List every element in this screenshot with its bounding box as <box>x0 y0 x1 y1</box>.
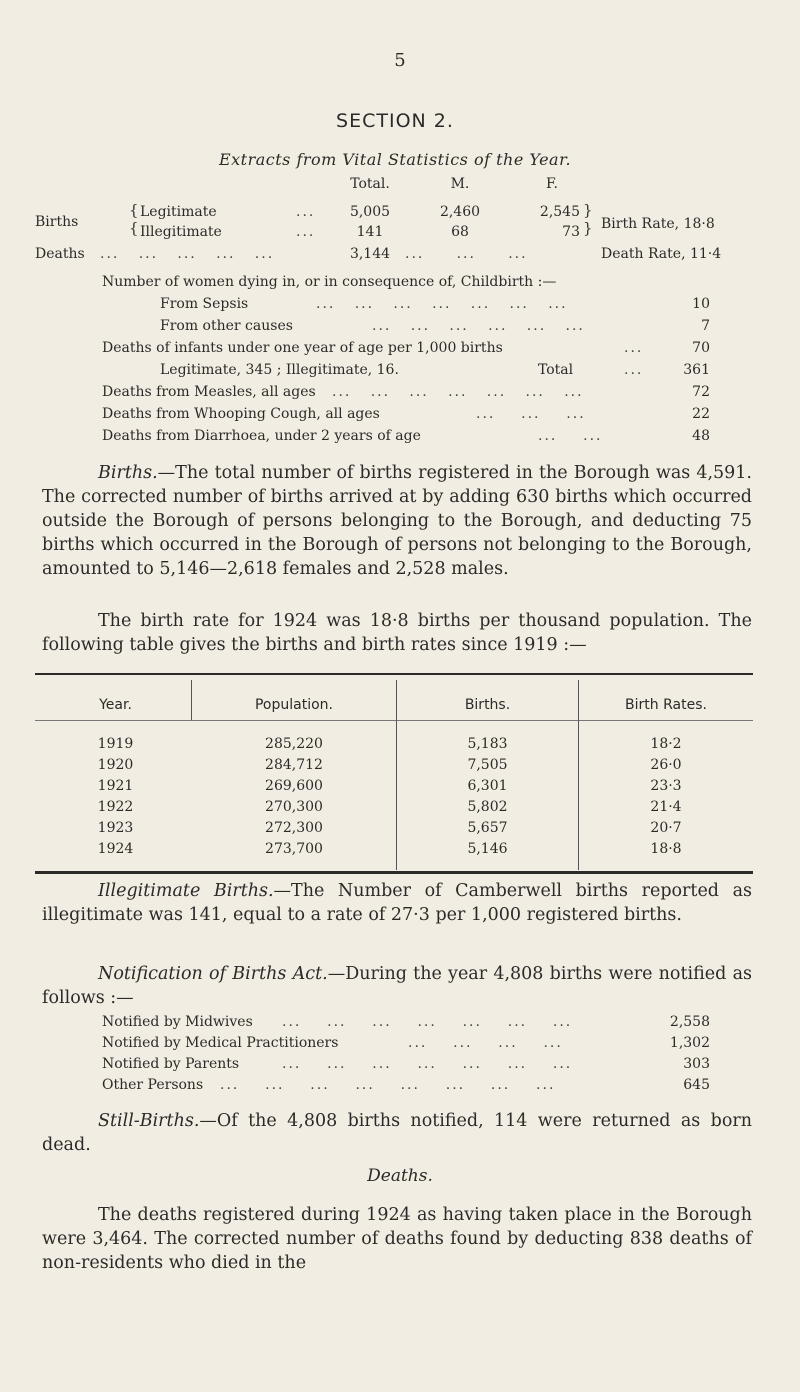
legitimate-label: Legitimate <box>140 204 217 220</box>
cell-birth-rate: 21·4 <box>650 799 682 815</box>
births-text: —The total number of births registered in the Borough was 4,591. The corrected number of births arrived at by adding 630 births which occurred outside the Borough of persons belonging to the Borough, and deducting 75 births which occurred in the Borough of persons not belonging to the Borough, amounted to 5,146—2,618 females and 2,528 males. <box>42 463 752 579</box>
cell-birth-rate: 23·3 <box>650 778 682 794</box>
deaths-heading: Deaths. <box>367 1166 433 1186</box>
illegitimate-paragraph <box>42 879 752 927</box>
right-brace-lower: } <box>583 219 593 237</box>
deaths-total: 3,144 <box>349 246 391 262</box>
list-item-label: Deaths from Whooping Cough, all ages <box>102 406 380 422</box>
cell-population: 272,300 <box>265 820 323 836</box>
notified-label: Other Persons <box>102 1077 204 1093</box>
cell-year: 1921 <box>97 778 134 794</box>
still-births-lead: Still-Births. <box>98 1111 200 1131</box>
right-brace: } <box>583 201 593 219</box>
cell-births: 7,505 <box>467 757 508 773</box>
total-label: Total <box>538 362 574 378</box>
table-bottom-rule <box>35 871 753 874</box>
cell-birth-rate: 26·0 <box>650 757 682 773</box>
dot-leader: ... <box>296 204 316 220</box>
illegitimate-f: 73 <box>562 224 580 240</box>
cell-population: 270,300 <box>265 799 323 815</box>
deaths-label: Deaths <box>35 246 85 262</box>
legitimate-m: 2,460 <box>439 204 481 220</box>
cell-birth-rate: 20·7 <box>650 820 682 836</box>
notified-label: Notified by Midwives <box>102 1014 253 1030</box>
cell-population: 284,712 <box>265 757 323 773</box>
list-item-value: 10 <box>692 296 710 312</box>
cell-births: 5,183 <box>467 736 508 752</box>
list-item-label: Deaths from Diarrhoea, under 2 years of age <box>102 428 421 444</box>
notified-label: Notified by Medical Practitioners <box>102 1035 339 1051</box>
notified-value: 2,558 <box>669 1014 710 1030</box>
cell-year: 1924 <box>97 841 134 857</box>
births-label: Births <box>35 214 79 230</box>
page-number: 5 <box>394 50 406 71</box>
list-item-label: Deaths from Measles, all ages <box>102 384 316 400</box>
list-item-value: 70 <box>692 340 710 356</box>
legitimate-f: 2,545 <box>539 204 580 220</box>
cell-year: 1919 <box>97 736 134 752</box>
notification-text: —During the year 4,808 births were notified as follows :— <box>42 964 752 1008</box>
list-item-value: 48 <box>692 428 710 444</box>
notified-value: 645 <box>683 1077 710 1093</box>
births-paragraph <box>42 461 752 581</box>
notified-label: Notified by Parents <box>102 1056 240 1072</box>
table-top-rule <box>35 673 753 675</box>
cell-year: 1922 <box>97 799 134 815</box>
dot-leader: ... <box>296 224 316 240</box>
cell-births: 5,657 <box>467 820 508 836</box>
illegitimate-text: —The Number of Camberwell births reported as illegitimate was 141, equal to a rate of 27·3 per 1,000 registered births. <box>42 881 752 925</box>
birth-rate-paragraph: The birth rate for 1924 was 18·8 births per thousand population. The following table gives the births and birth rates since 1919 :— <box>42 611 752 655</box>
illegitimate-total: 141 <box>356 224 384 240</box>
dot-leader: ... ... ... ... ... ... <box>372 318 585 334</box>
notification-lead: Notification of Births Act. <box>98 964 328 984</box>
dot-leader: ... <box>624 362 644 378</box>
death-rate: Death Rate, 11·4 <box>601 246 722 262</box>
cell-births: 6,301 <box>467 778 508 794</box>
illegitimate-m: 68 <box>451 224 469 240</box>
childbirth-heading: Number of women dying in, or in consequence of, Childbirth :— <box>102 274 557 290</box>
illegitimate-label: Illegitimate <box>140 224 222 240</box>
list-item-label: Deaths of infants under one year of age per 1,000 births <box>102 340 503 356</box>
cell-population: 285,220 <box>265 736 323 752</box>
still-births-paragraph <box>42 1109 752 1157</box>
list-item-value: 361 <box>683 362 710 378</box>
cell-population: 273,700 <box>265 841 323 857</box>
list-item-value: 22 <box>692 406 710 422</box>
dot-leader: ... ... <box>538 428 603 444</box>
dot-leader: ... ... ... <box>405 246 528 262</box>
notified-value: 1,302 <box>669 1035 710 1051</box>
birth-rate: Birth Rate, 18·8 <box>601 216 715 232</box>
list-item-label: Legitimate, 345 ; Illegitimate, 16. <box>160 362 399 378</box>
list-item-value: 72 <box>692 384 710 400</box>
cell-year: 1923 <box>97 820 134 836</box>
legitimate-total: 5,005 <box>349 204 391 220</box>
dot-leader: ... <box>624 340 644 356</box>
dot-leader: ... ... ... ... ... ... ... <box>282 1014 573 1030</box>
illegitimate-lead: Illegitimate Births. <box>98 881 274 901</box>
cell-births: 5,146 <box>467 841 508 857</box>
cell-year: 1920 <box>97 757 134 773</box>
table-header-rule <box>35 720 753 721</box>
dot-leader: ... ... ... <box>476 406 586 422</box>
list-item-label: From other causes <box>160 318 293 334</box>
col-f-header: F. <box>546 176 558 192</box>
dot-leader: ... ... ... ... ... <box>100 246 275 262</box>
list-item-label: From Sepsis <box>160 296 249 312</box>
table-header-births: Births. <box>464 697 511 713</box>
table-header-year: Year. <box>99 697 132 713</box>
cell-population: 269,600 <box>265 778 323 794</box>
cell-birth-rate: 18·2 <box>650 736 682 752</box>
left-brace: { <box>129 201 139 219</box>
cell-birth-rate: 18·8 <box>650 841 682 857</box>
dot-leader: ... ... ... ... ... ... ... <box>316 296 568 312</box>
table-header-population: Population. <box>254 697 333 713</box>
notification-paragraph <box>42 962 752 1010</box>
births-lead: Births. <box>98 463 158 483</box>
still-births-text: —Of the 4,808 births notified, 114 were returned as born dead. <box>42 1111 752 1155</box>
left-brace-lower: { <box>129 219 139 237</box>
notified-value: 303 <box>683 1056 710 1072</box>
deaths-paragraph: The deaths registered during 1924 as having taken place in the Borough were 3,464. The corrected number of deaths found by deducting 838 deaths of non-residents who died in the <box>42 1205 752 1273</box>
dot-leader: ... ... ... ... ... ... ... <box>332 384 584 400</box>
dot-leader: ... ... ... ... <box>408 1035 563 1051</box>
table-header-birth-rates: Birth Rates. <box>625 697 707 713</box>
cell-births: 5,802 <box>467 799 508 815</box>
section-title: SECTION 2. <box>336 110 454 132</box>
col-m-header: M. <box>450 176 470 192</box>
dot-leader: ... ... ... ... ... ... ... ... <box>220 1077 556 1093</box>
col-total-header: Total. <box>350 176 390 192</box>
subtitle: Extracts from Vital Statistics of the Year. <box>218 150 572 169</box>
list-item-value: 7 <box>701 318 710 334</box>
dot-leader: ... ... ... ... ... ... ... <box>282 1056 573 1072</box>
